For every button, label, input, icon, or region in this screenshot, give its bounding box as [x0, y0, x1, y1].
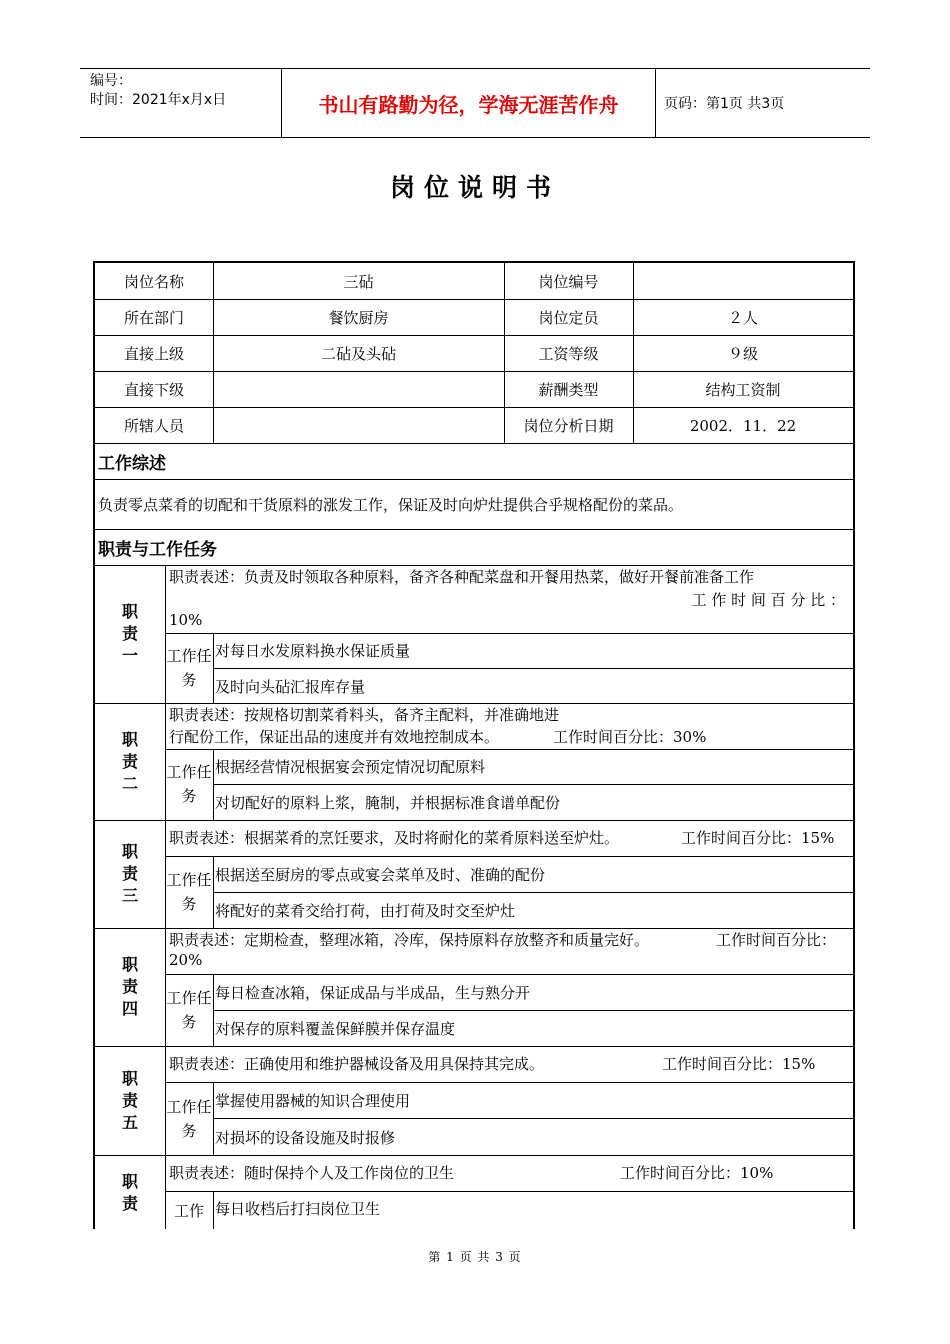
task-item: 对保存的原料覆盖保鲜膜并保存温度	[215, 1020, 456, 1038]
duty-percent-row	[681, 827, 834, 848]
info-key: 岗位名称	[123, 272, 184, 291]
info-value: 二砧及头砧	[320, 344, 396, 363]
task-item: 根据送至厨房的零点或宴会菜单及时、准确的配份	[215, 865, 546, 884]
duty-label-char: 职	[121, 1068, 138, 1088]
duty-block	[95, 1155, 853, 1229]
page-info: 页码：第1页 共3页	[664, 96, 785, 112]
task-label: 工作任务	[166, 763, 212, 805]
task-item: 及时向头砧汇报库存量	[215, 677, 366, 696]
duty-label-char: 责	[121, 751, 138, 771]
info-value	[633, 263, 853, 299]
duty-block	[95, 928, 853, 1047]
duty-percent-label: 工作时间百分比：	[553, 728, 674, 746]
info-key: 工资等级	[538, 344, 599, 363]
document-header	[80, 68, 870, 138]
duty-percent: 20%	[169, 951, 203, 969]
duty-label-char: 三	[121, 886, 138, 905]
info-value: 结构工资制	[705, 380, 781, 399]
duty-block	[95, 565, 853, 704]
summary-heading: 工作综述	[98, 453, 166, 474]
duty-percent: 15%	[801, 829, 835, 847]
task-item: 对切配好的原料上浆，腌制，并根据标准食谱单配份	[215, 794, 561, 812]
duty-percent-row	[662, 1053, 815, 1074]
duty-percent-row	[553, 726, 706, 747]
duty-label-char: 职	[121, 1172, 138, 1191]
info-key: 岗位分析日期	[523, 416, 614, 435]
duty-label-char: 责	[121, 864, 138, 883]
duty-label	[95, 820, 165, 928]
info-key: 所辖人员	[123, 416, 184, 435]
duty-block	[95, 703, 853, 821]
task-item: 将配好的菜肴交给打荷，由打荷及时交至炉灶	[215, 902, 516, 920]
motto: 书山有路勤为径，学海无涯苦作舟	[281, 69, 656, 137]
duty-percent: 30%	[673, 728, 707, 746]
duty-description: 职责表述：负责及时领取各种原料，备齐各种配菜盘和开餐用热菜，做好开餐前准备工作	[169, 568, 755, 586]
duty-label-char: 责	[121, 977, 138, 996]
duty-percent-label: 工作时间百分比：	[716, 931, 837, 949]
duty-label-char: 责	[121, 1090, 138, 1110]
duty-percent: 10%	[169, 611, 203, 629]
duty-description: 职责表述：正确使用和维护器械设备及用具保持其完成。	[169, 1055, 545, 1073]
duty-label-char: 职	[121, 955, 138, 974]
document-title: 岗位说明书	[389, 173, 560, 202]
info-value: 三砧	[343, 272, 374, 291]
info-key: 岗位编号	[538, 272, 599, 291]
duty-label-char: 二	[121, 773, 138, 793]
info-row	[95, 335, 853, 372]
duty-label	[95, 1046, 165, 1155]
info-value: ２人	[727, 308, 758, 327]
duty-description: 职责表述：随时保持个人及工作岗位的卫生	[169, 1164, 455, 1182]
info-value: ９级	[727, 344, 758, 363]
task-item: 每日收档后打扫岗位卫生	[215, 1199, 381, 1218]
task-label: 工作任务	[166, 871, 212, 913]
duty-label-char: 四	[121, 999, 138, 1018]
duty-description: 职责表述：根据菜肴的烹饪要求，及时将耐化的菜肴原料送至炉灶。	[169, 829, 620, 847]
duty-description: 职责表述：定期检查，整理冰箱，冷库，保持原料存放整齐和质量完好。	[169, 931, 650, 949]
task-item: 对损坏的设备设施及时报修	[215, 1128, 396, 1147]
task-item: 每日检查冰箱，保证成品与半成品，生与熟分开	[215, 983, 531, 1002]
duty-description: 职责表述：按规格切割菜肴料头，备齐主配料，并准确地进行配份工作，保证出品的速度并有效地控制成本。	[169, 706, 560, 746]
duty-percent: 10%	[740, 1164, 774, 1182]
duties-heading: 职责与工作任务	[98, 539, 217, 560]
number-label: 编号：	[90, 73, 132, 89]
summary-text: 负责零点菜肴的切配和干货原料的涨发工作，保证及时向炉灶提供合乎规格配份的菜品。	[98, 495, 684, 514]
duty-label-char: 责	[121, 624, 138, 643]
job-description-table	[93, 261, 855, 1229]
duty-percent-label: 工 作 时 间 百 分 比 ：	[691, 591, 845, 609]
task-label: 工作任务	[166, 989, 212, 1031]
task-label: 工作任务	[166, 1098, 212, 1140]
duty-block	[95, 820, 853, 929]
duty-label	[95, 928, 165, 1046]
duty-percent: 15%	[782, 1055, 816, 1073]
duty-percent-label: 工作时间百分比：	[662, 1055, 783, 1073]
duty-label	[95, 1155, 165, 1229]
task-item: 掌握使用器械的知识合理使用	[215, 1091, 411, 1110]
duty-percent-row	[620, 1162, 773, 1183]
duty-percent-label: 工作时间百分比：	[620, 1164, 741, 1182]
duty-label-char: 五	[121, 1112, 138, 1132]
duty-label-char: 责	[121, 1194, 138, 1213]
info-row	[95, 263, 853, 300]
info-key: 所在部门	[123, 308, 184, 327]
task-label: 工作	[173, 1202, 204, 1220]
duty-label-char: 职	[121, 602, 138, 621]
info-row	[95, 407, 853, 444]
time-label: 时间：2021年x月x日	[90, 92, 227, 108]
duty-label	[95, 703, 165, 820]
info-value: 餐饮厨房	[328, 308, 389, 327]
info-key: 岗位定员	[538, 308, 599, 327]
info-key: 直接下级	[123, 380, 184, 399]
task-item: 根据经营情况根据宴会预定情况切配原料	[215, 758, 486, 776]
duties-heading-row	[95, 529, 853, 566]
summary-row	[95, 479, 853, 530]
info-key: 薪酬类型	[538, 380, 599, 399]
duty-label	[95, 565, 165, 703]
duty-label-char: 一	[121, 646, 138, 665]
info-value	[213, 407, 504, 443]
info-value	[213, 371, 504, 407]
duty-label-char: 职	[121, 729, 138, 749]
info-row	[95, 371, 853, 408]
duty-block	[95, 1046, 853, 1156]
info-key: 直接上级	[123, 344, 184, 363]
info-row	[95, 299, 853, 336]
duty-label-char: 职	[121, 842, 138, 861]
header-meta	[80, 69, 281, 137]
page-footer: 第 1 页 共 3 页	[428, 1250, 522, 1264]
task-item: 对每日水发原料换水保证质量	[215, 642, 411, 660]
info-value: 2002．11．22	[689, 416, 797, 435]
duty-percent-label: 工作时间百分比：	[681, 829, 802, 847]
task-label: 工作任务	[166, 647, 212, 689]
summary-heading-row	[95, 443, 853, 480]
